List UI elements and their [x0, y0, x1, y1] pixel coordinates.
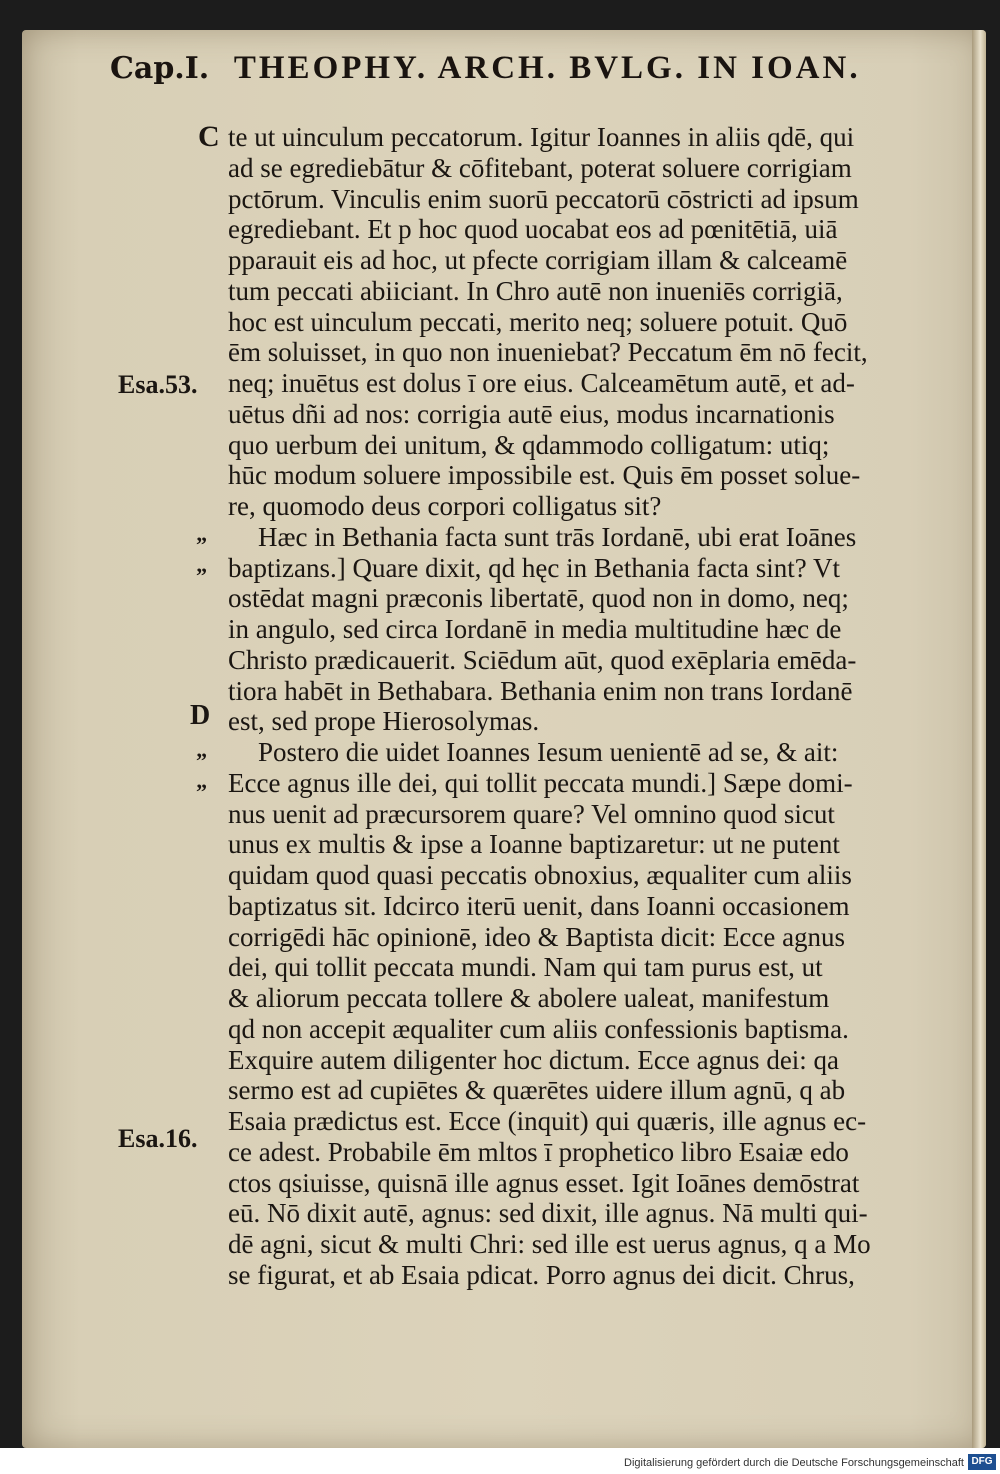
text-line: re, quomodo deus corpori colligatus sit? [228, 491, 662, 521]
quote-mark: ” [196, 563, 207, 588]
text-line: Exquire autem diligenter hoc dictum. Ecce agnus dei: qa [228, 1044, 840, 1075]
text-line: te ut uinculum peccatorum. Igitur Ioannes in aliis qdē, qui [228, 122, 855, 152]
text-line: dei, qui tollit peccata mundi. Nam qui tam purus est, ut [228, 952, 823, 983]
text-line: Esaia prædictus est. Ecce (inquit) qui quæris, ille agnus ec- [228, 1106, 867, 1136]
text-line: Ecce agnus ille dei, qui tollit peccata mundi.] Sæpe domi- [228, 767, 853, 798]
text-line: pctōrum. Vinculis enim suorū peccatorū cōstricti ad ipsum [228, 183, 859, 214]
text-line: nus uenit ad præcursorem quare? Vel omnino quod sicut [228, 798, 835, 829]
text-line: se figurat, et ab Esaia pdicat. Porro agnus dei dicit. Chrus, [228, 1259, 855, 1290]
text-line: egrediebant. Et p hoc quod uocabat eos ad pœnitētiā, uiā [228, 214, 838, 245]
text-line: sermo est ad cupiētes & quærētes uidere illum agnū, q ab [228, 1075, 846, 1106]
text-line: baptizans.] Quare dixit, qd hęc in Bethania facta sint? Vt [228, 552, 841, 583]
quote-mark: ” [196, 532, 207, 557]
text-line: dē agni, sicut & multi Chri: sed ille est uerus agnus, q a Mo [228, 1229, 871, 1259]
text-line: & aliorum peccata tollere & abolere ualeat, manifestum [228, 983, 830, 1013]
text-line: baptizatus sit. Idcirco iterū uenit, dans Ioanni occasionem [228, 890, 850, 921]
text-line: Christo prædicauerit. Sciēdum aūt, quod exēplaria emēda- [228, 644, 857, 675]
text-line: Hæc in Bethania facta sunt trās Iordanē, ubi erat Ioānes [258, 521, 857, 552]
footer-credit: Digitalisierung gefördert durch die Deutsche Forschungsgemeinschaft [624, 1457, 964, 1469]
text-line: ad se egrediebātur & cōfitebant, poterat soluere corrigiam [228, 152, 852, 183]
chapter-marker: Cap.I. [110, 51, 210, 86]
text-line: tum peccati abiiciant. In Chro autē non inueniēs corrigiā, [228, 275, 843, 306]
text-line: tiora habēt in Bethabara. Bethania enim non trans Iordanē [228, 675, 853, 706]
text-line: unus ex multis & ipse a Ioanne baptizaretur: ut ne putent [228, 829, 840, 860]
text-line: eū. Nō dixit autē, agnus: sed dixit, ille agnus. Nā multi qui- [228, 1198, 868, 1229]
text-line: hoc est uinculum peccati, merito neq; soluere potuit. Quō [228, 306, 848, 337]
text-line: qd non accepit æqualiter cum aliis confessionis baptisma. [228, 1013, 849, 1044]
dfg-logo: DFG [968, 1454, 996, 1470]
margin-note-d: D [190, 700, 211, 731]
text-line: uētus dñi ad nos: corrigia autē eius, modus incarnationis [228, 398, 835, 429]
margin-note-esa53: Esa.53. [118, 370, 198, 399]
quote-mark: ” [196, 748, 207, 773]
text-line: ēm soluisset, in quo non inueniebat? Peccatum ēm nō fecit, [228, 337, 868, 368]
text-line: hūc modum soluere impossibile est. Quis ēm posset solue- [228, 460, 861, 491]
text-line: in angulo, sed circa Iordanē in media multitudine hæc de [228, 614, 842, 644]
lead-initial: C [198, 120, 220, 153]
text-line: corrigēdi hāc opinionē, ideo & Baptista dicit: Ecce agnus [228, 921, 846, 952]
body-text [228, 122, 928, 1291]
text-line: ctos qsiuisse, quisnā ille agnus esset. Igit Ioānes demōstrat [228, 1167, 860, 1198]
footer-bar [0, 1448, 1000, 1474]
text-line: ce adest. Probabile ēm mltos ī prophetico libro Esaiæ edo [228, 1136, 849, 1167]
quote-mark: ” [196, 779, 207, 804]
margin-note-esa16: Esa.16. [118, 1124, 198, 1153]
text-line: est, sed prope Hierosolymas. [228, 706, 540, 737]
running-head [110, 50, 930, 100]
text-line: ostēdat magni præconis libertatē, quod non in domo, neq; [228, 583, 849, 614]
text-line: neq; inuētus est dolus ī ore eius. Calceamētum autē, et ad- [228, 368, 855, 398]
page-edge [972, 30, 986, 1448]
text-line: pparauit eis ad hoc, ut pfecte corrigiam illam & calceamē [228, 245, 848, 275]
text-line: Postero die uidet Ioannes Iesum uenientē ad se, & ait: [258, 737, 839, 767]
running-title: THEOPHY. ARCH. BVLG. IN IOAN. [233, 50, 861, 86]
text-line: quidam quod quasi peccatis obnoxius, æqualiter cum aliis [228, 860, 852, 890]
text-line: quo uerbum dei unitum, & qdammodo colligatum: utiq; [228, 429, 830, 460]
